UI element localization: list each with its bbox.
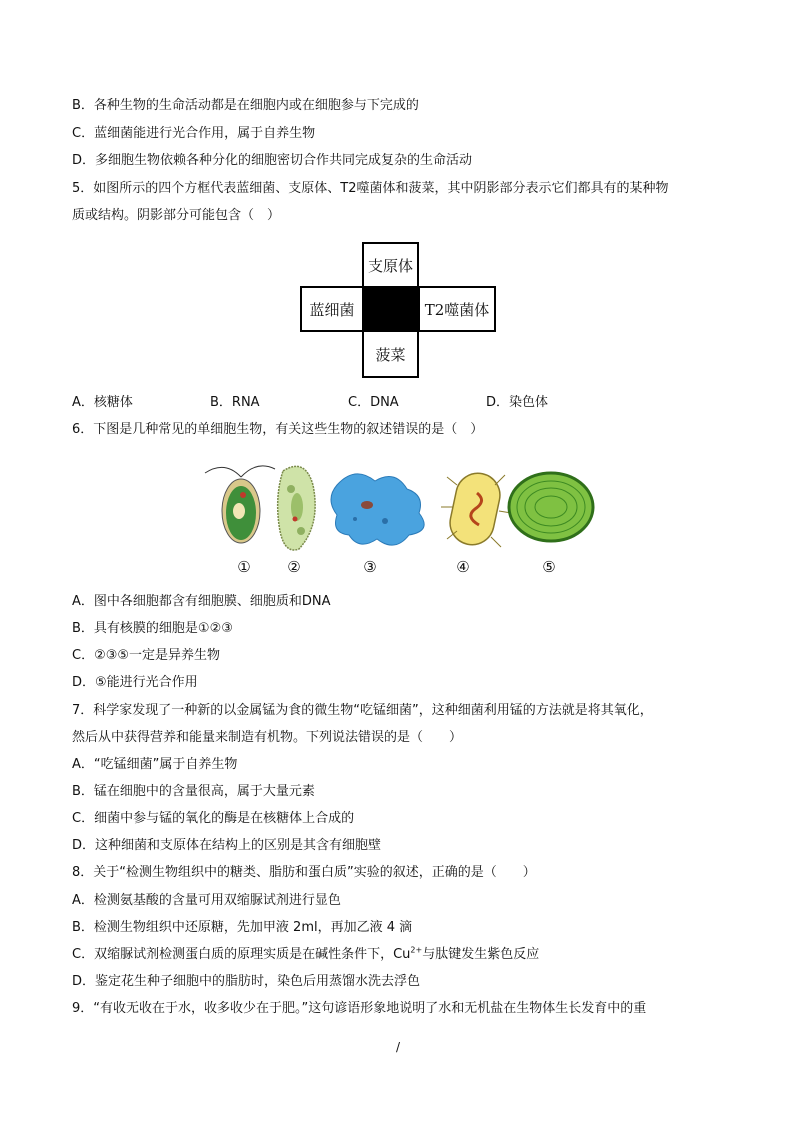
diagram-left-box: 蓝细菌 [300, 286, 364, 332]
q6-option-b: B．具有核膜的细胞是①②③ [72, 621, 233, 636]
diagram-top-box: 支原体 [362, 242, 419, 288]
cell-label-4: ④ [456, 558, 470, 576]
q6-option-d: D．⑤能进行光合作用 [72, 675, 198, 690]
q5-option-a: A．核糖体 [72, 395, 133, 410]
q7-option-c: C．细菌中参与锰的氧化的酶是在核糖体上合成的 [72, 811, 355, 826]
q4-option-c: C．蓝细菌能进行光合作用，属于自养生物 [72, 126, 316, 141]
q6-option-a: A．图中各细胞都含有细胞膜、细胞质和DNA [72, 594, 331, 609]
q5-stem-line1: 5．如图所示的四个方框代表蓝细菌、支原体、T2噬菌体和菠菜，其中阴影部分表示它们都具有的某种物 [72, 181, 669, 196]
bacterium-illustration [441, 469, 511, 549]
chlamydomonas-illustration [205, 466, 275, 543]
cell-label-1: ① [237, 558, 251, 576]
cell-label-2: ② [287, 558, 301, 576]
q5-option-d: D．染色体 [486, 395, 549, 410]
diagram-right-box: T2噬菌体 [418, 286, 496, 332]
q8-option-c-superscript: 2+ [410, 945, 423, 955]
q8-option-c-text-end: 与肽键发生紫色反应 [422, 947, 540, 962]
paramecium-illustration [278, 466, 315, 550]
q4-option-b: B．各种生物的生命活动都是在细胞内或在细胞参与下完成的 [72, 98, 419, 113]
q4-option-d: D．多细胞生物依赖各种分化的细胞密切合作共同完成复杂的生命活动 [72, 153, 473, 168]
q8-option-b: B．检测生物组织中还原糖，先加甲液 2ml，再加乙液 4 滴 [72, 920, 413, 935]
shaded-intersection [363, 287, 419, 331]
q8-option-c-text: C．双缩脲试剂检测蛋白质的原理实质是在碱性条件下，Cu [72, 947, 411, 962]
q9-stem-line1: 9．“有收无收在于水，收多收少在于肥。”这句谚语形象地说明了水和无机盐在生物体生长发育中的重 [72, 1001, 647, 1016]
q7-stem-line2: 然后从中获得营养和能量来制造有机物。下列说法错误的是（ ） [72, 730, 463, 745]
q8-option-d: D．鉴定花生种子细胞中的脂肪时，染色后用蒸馏水洗去浮色 [72, 974, 421, 989]
q7-option-b: B．锰在细胞中的含量很高，属于大量元素 [72, 784, 315, 799]
q6-stem: 6．下图是几种常见的单细胞生物，有关这些生物的叙述错误的是（ ） [72, 422, 484, 437]
amoeba-illustration [331, 474, 424, 545]
diagram-bottom-box: 菠菜 [362, 330, 419, 378]
q8-option-a: A．检测氨基酸的含量可用双缩脲试剂进行显色 [72, 893, 341, 908]
q7-stem-line1: 7．科学家发现了一种新的以金属锰为食的微生物“吃锰细菌”，这种细菌利用锰的方法就是将其氧化， [72, 703, 653, 718]
cell-label-3: ③ [363, 558, 377, 576]
cell-label-5: ⑤ [542, 558, 556, 576]
q6-option-c: C．②③⑤一定是异养生物 [72, 648, 221, 663]
q7-option-d: D．这种细菌和支原体在结构上的区别是其含有细胞壁 [72, 838, 382, 853]
q8-option-c [72, 946, 539, 964]
q5-stem-line2: 质或结构。阴影部分可能包含（ ） [72, 208, 281, 223]
q5-option-b: B．RNA [210, 395, 260, 410]
q5-option-c: C．DNA [348, 395, 399, 410]
q7-option-a: A．“吃锰细菌”属于自养生物 [72, 757, 238, 772]
green-cell-illustration [509, 473, 593, 541]
page-number: / [396, 1040, 401, 1054]
single-cell-organisms-figure [195, 455, 605, 555]
q8-stem: 8．关于“检测生物组织中的糖类、脂肪和蛋白质”实验的叙述，正确的是（ ） [72, 865, 536, 880]
